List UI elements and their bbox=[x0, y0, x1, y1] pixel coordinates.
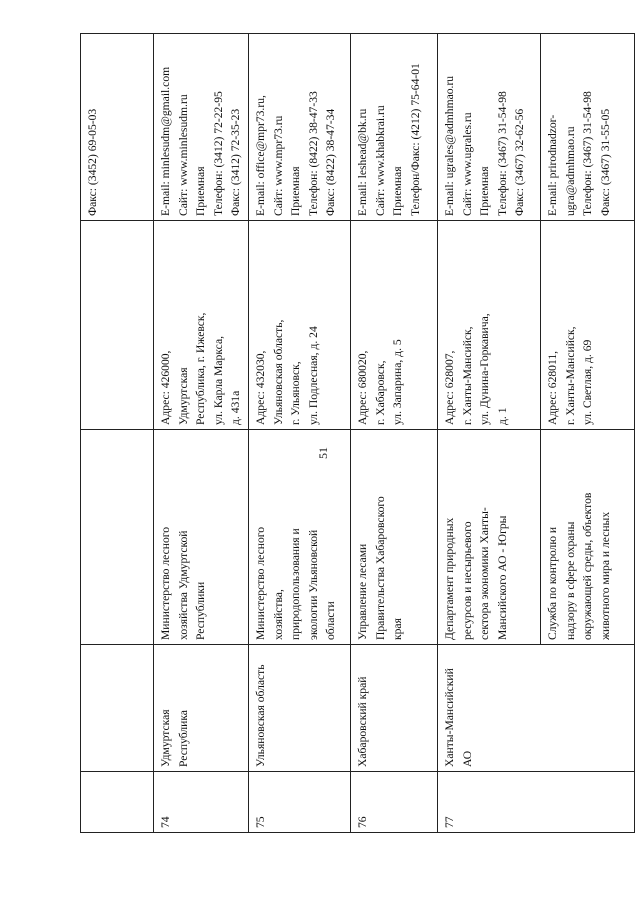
region-cell bbox=[154, 645, 249, 772]
region-cell bbox=[248, 645, 350, 772]
organization-line: надзору в сфере охраны bbox=[563, 521, 577, 640]
contacts-cell bbox=[248, 34, 350, 221]
address-cell bbox=[437, 221, 540, 430]
address-line: Адрес: 628007, bbox=[442, 350, 456, 425]
contact-line: E-mail: leshead@bk.ru bbox=[355, 108, 369, 216]
address-line: ул. Карла Маркса, bbox=[211, 336, 225, 425]
region-line: Ульяновская область bbox=[253, 664, 267, 767]
contact-line: Факс: (3412) 72-35-23 bbox=[229, 108, 243, 216]
number-cell: 77 bbox=[437, 772, 634, 833]
address-line: г. Ханты-Мансийск, bbox=[563, 326, 577, 425]
contact-line: ugra@admhmao.ru bbox=[563, 126, 577, 216]
address-line: Адрес: 628011, bbox=[545, 350, 559, 425]
table-row bbox=[154, 34, 249, 833]
contact-line: Приемная bbox=[478, 166, 492, 216]
contact-line: Факс: (3452) 69-05-03 bbox=[86, 108, 99, 216]
organization-cell bbox=[350, 430, 437, 645]
organization-line: хозяйства, bbox=[271, 589, 285, 640]
contact-line: Приемная bbox=[194, 166, 208, 216]
contact-line: Факс: (3467) 32-62-56 bbox=[513, 108, 527, 216]
contacts-cell bbox=[154, 34, 249, 221]
region-line: Республика bbox=[176, 710, 190, 767]
organization-line: Департамент природных bbox=[442, 517, 456, 640]
region-line: Ханты-Мансийский bbox=[442, 668, 456, 767]
table-row bbox=[248, 34, 350, 833]
number-cell: 75 bbox=[248, 772, 350, 833]
organization-line: Правительства Хабаровского bbox=[373, 496, 387, 640]
region-cell bbox=[350, 645, 437, 772]
table-row bbox=[437, 34, 540, 833]
organization-line: сектора экономики Ханты- bbox=[478, 507, 492, 640]
contact-line: E-mail: office@mpr73.ru, bbox=[253, 95, 267, 216]
table-row bbox=[350, 34, 437, 833]
contacts-cell bbox=[350, 34, 437, 221]
address-line: д. 431а bbox=[229, 390, 243, 425]
contacts-cell bbox=[81, 34, 154, 221]
organization-cell bbox=[248, 430, 350, 645]
number-cell: 76 bbox=[350, 772, 437, 833]
organization-line: животного мира и лесных bbox=[598, 511, 612, 640]
region-cell bbox=[81, 645, 154, 772]
organization-cell bbox=[81, 430, 154, 645]
organization-line: ресурсов и несырьевого bbox=[460, 521, 474, 640]
contact-line: Сайт: www.minlesudm.ru bbox=[176, 94, 190, 216]
organizations-table bbox=[80, 33, 635, 833]
contact-line: E-mail: ugrales@admhmao.ru bbox=[442, 75, 456, 216]
contact-line: Сайт: www.ugrales.ru bbox=[460, 112, 474, 216]
number-cell bbox=[81, 772, 154, 833]
address-line: г. Ульяновск, bbox=[289, 361, 303, 425]
address-cell bbox=[154, 221, 249, 430]
organization-line: Министерство лесного bbox=[159, 526, 172, 640]
contact-line: Телефон/Факс: (4212) 75-64-01 bbox=[408, 63, 422, 216]
contact-line: Факс: (3467) 31-55-05 bbox=[598, 108, 612, 216]
address-cell bbox=[248, 221, 350, 430]
contact-line: Сайт: www.khabkrai.ru bbox=[373, 105, 387, 216]
region-line: Хабаровский край bbox=[355, 676, 369, 767]
address-cell bbox=[540, 221, 634, 430]
address-cell bbox=[350, 221, 437, 430]
organization-cell bbox=[154, 430, 249, 645]
contact-line: Факс: (8422) 38-47-34 bbox=[324, 108, 338, 216]
address-line: Удмуртская bbox=[176, 367, 190, 425]
table-row bbox=[81, 34, 154, 833]
contact-line: E-mail: prirodnadzor- bbox=[545, 114, 559, 216]
number-cell: 74 bbox=[154, 772, 249, 833]
address-line: ул. Светлая, д. 69 bbox=[581, 339, 595, 425]
organization-line: Служба по контролю и bbox=[545, 526, 559, 640]
address-line: Адрес: 426000, bbox=[159, 350, 172, 425]
contact-line: Сайт: www.mpr73.ru bbox=[271, 115, 285, 216]
address-line: Адрес: 432030, bbox=[253, 350, 267, 425]
address-line: г. Ханты-Мансийск, bbox=[460, 326, 474, 425]
contacts-cell bbox=[437, 34, 540, 221]
address-line: д. 1 bbox=[495, 407, 509, 425]
organization-line: Министерство лесного bbox=[253, 526, 267, 640]
address-line: Ульяновская область, bbox=[271, 319, 285, 425]
contact-line: Приемная bbox=[391, 166, 405, 216]
organization-line: области bbox=[324, 601, 338, 640]
address-line: ул. Запарина, д. 5 bbox=[391, 339, 405, 425]
region-line: Удмуртская bbox=[159, 709, 172, 767]
contact-line: E-mail: minlesudm@gmail.com bbox=[159, 66, 172, 216]
organization-line: природопользования и bbox=[289, 528, 303, 640]
organization-cell bbox=[437, 430, 540, 645]
organization-line: хозяйства Удмуртской bbox=[176, 530, 190, 640]
organization-line: Управление лесами bbox=[355, 543, 369, 640]
organization-line: края bbox=[391, 618, 405, 640]
contact-line: Приемная bbox=[289, 166, 303, 216]
organization-line: экологии Ульяновской bbox=[306, 529, 320, 640]
page-number: 51 bbox=[316, 447, 330, 459]
contact-line: Телефон: (3467) 31-54-98 bbox=[581, 91, 595, 216]
region-line: АО bbox=[460, 750, 474, 767]
contact-line: Телефон: (3412) 72-22-95 bbox=[211, 91, 225, 216]
contact-line: Телефон: (3467) 31-54-98 bbox=[495, 91, 509, 216]
organization-line: Мансийского АО - Югры bbox=[495, 515, 509, 640]
organization-line: окружающей среды, объектов bbox=[581, 492, 595, 640]
address-line: Адрес: 680020, bbox=[355, 350, 369, 425]
organization-line: Республики bbox=[194, 581, 208, 640]
contacts-cell bbox=[540, 34, 634, 221]
region-cell bbox=[437, 645, 634, 772]
address-line: Республика, г. Ижевск, bbox=[194, 312, 208, 425]
address-cell bbox=[81, 221, 154, 430]
address-line: ул. Дунина-Горкавича, bbox=[478, 313, 492, 425]
address-line: ул. Подлесная, д. 24 bbox=[306, 326, 320, 425]
address-line: г. Хабаровск, bbox=[373, 360, 387, 425]
contact-line: Телефон: (8422) 38-47-33 bbox=[306, 91, 320, 216]
organization-cell bbox=[540, 430, 634, 645]
